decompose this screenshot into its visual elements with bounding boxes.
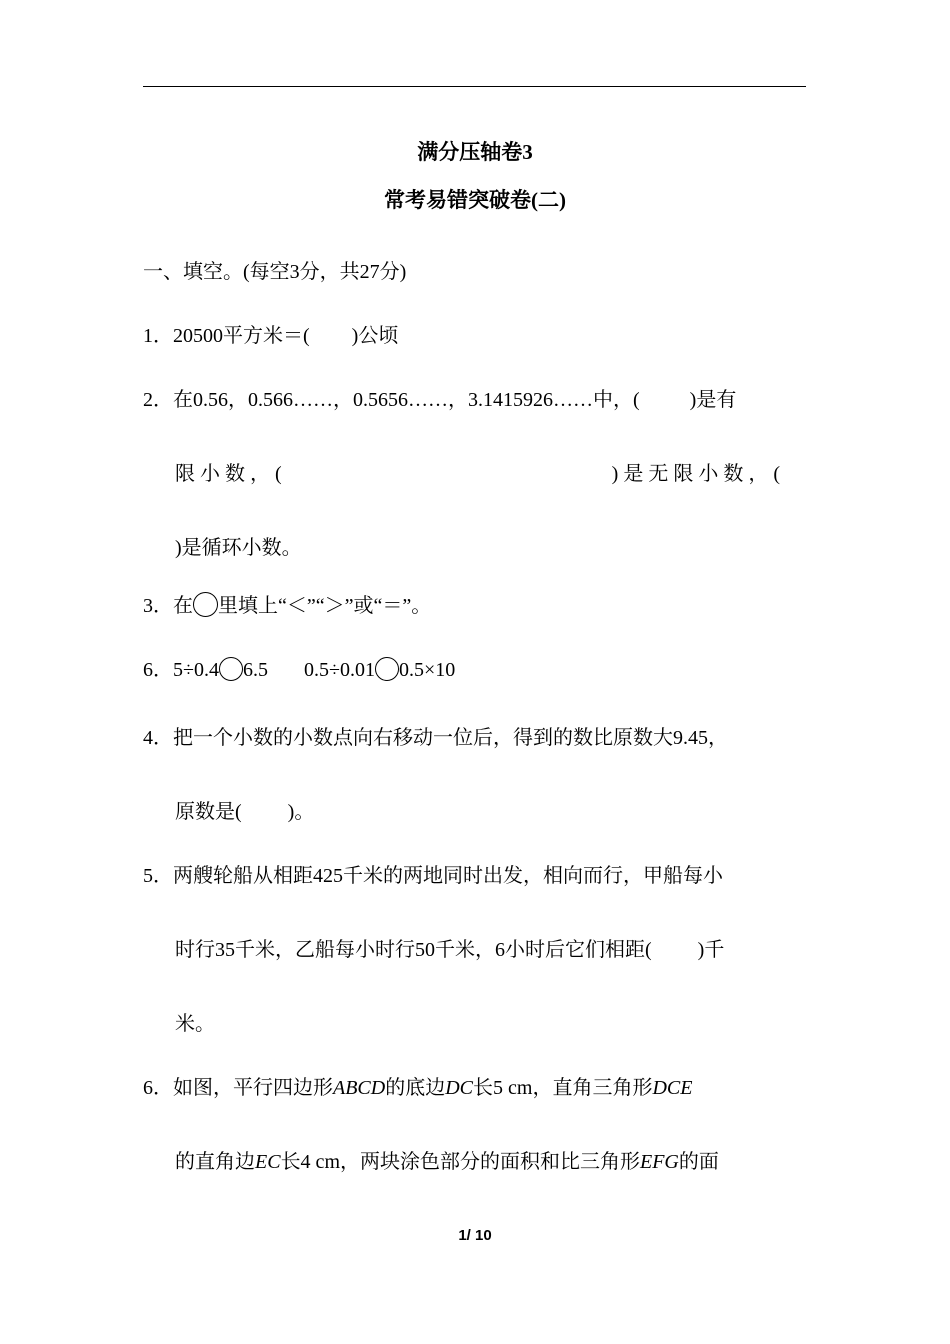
q5-line2-b: )千 <box>697 939 725 961</box>
question-4-line2 <box>175 798 314 826</box>
question-4-line1: 4．把一个小数的小数点向右移动一位后，得到的数比原数大9.45， <box>143 727 728 749</box>
q3-text-b: 里填上“＜”“＞”或“＝”。 <box>218 595 432 617</box>
q3-sub-a2: 6.5 <box>242 659 268 681</box>
q6-l1-e: 长5 cm，直角三角形 <box>473 1077 653 1099</box>
question-1 <box>143 322 398 350</box>
q6-l1-c: 的底边 <box>385 1077 446 1099</box>
q3-sub-a1: 6．5÷0.4 <box>143 659 219 681</box>
question-3 <box>143 592 431 620</box>
question-5-line3: 米。 <box>175 1013 215 1035</box>
page-title: 满分压轴卷3 <box>417 140 533 164</box>
q6-l2-b: EC <box>255 1151 281 1173</box>
q6-l1-d: DC <box>445 1077 474 1099</box>
question-5-line1: 5．两艘轮船从相距425千米的两地同时出发，相向而行，甲船每小 <box>143 865 723 887</box>
q6-l1-f: DCE <box>652 1077 693 1099</box>
page-number: 1/ 10 <box>458 1227 492 1244</box>
question-6-line1 <box>143 1074 692 1102</box>
question-6-line2 <box>175 1148 719 1176</box>
q2-line1-b: )是有 <box>689 389 737 411</box>
q1-text-b: )公顷 <box>351 325 399 347</box>
section-heading: 一、填空。(每空3分，共27分) <box>143 261 407 283</box>
q1-text-a: 1．20500平方米＝( <box>143 325 310 347</box>
top-rule <box>143 86 806 87</box>
question-3-sub <box>143 656 455 684</box>
q3-sub-b1: 0.5÷0.01 <box>303 659 375 681</box>
q6-l2-d: EFG <box>640 1151 679 1173</box>
compare-circle-icon[interactable] <box>219 657 243 681</box>
q3-sub-b2: 0.5×10 <box>398 659 456 681</box>
q6-l2-e: 的面 <box>678 1151 719 1173</box>
compare-circle-icon[interactable] <box>375 657 399 681</box>
circle-blank-icon <box>193 592 218 617</box>
q2-line2-a: 限 小 数 ， ( <box>175 463 282 485</box>
q6-l1-a: 6．如图，平行四边形 <box>143 1077 333 1099</box>
q6-l1-b: ABCD <box>333 1077 386 1099</box>
question-2-line1 <box>143 386 736 414</box>
question-2-line3: )是循环小数。 <box>175 537 302 559</box>
q2-line2-b: ) 是 无 限 小 数 ， ( <box>611 463 780 485</box>
q6-l2-c: 长4 cm，两块涂色部分的面积和比三角形 <box>280 1151 640 1173</box>
question-2-line2 <box>175 460 780 488</box>
q4-line2-b: )。 <box>287 801 315 823</box>
q2-line1-a: 2．在0.56，0.566……，0.5656……，3.1415926……中，( <box>143 389 640 411</box>
question-5-line2 <box>175 936 724 964</box>
q6-l2-a: 的直角边 <box>175 1151 255 1173</box>
page-subtitle: 常考易错突破卷(二) <box>384 188 566 212</box>
q3-text-a: 3．在 <box>143 595 193 617</box>
q4-line2-a: 原数是( <box>175 801 242 823</box>
q5-line2-a: 时行35千米，乙船每小时行50千米，6小时后它们相距( <box>175 939 652 961</box>
